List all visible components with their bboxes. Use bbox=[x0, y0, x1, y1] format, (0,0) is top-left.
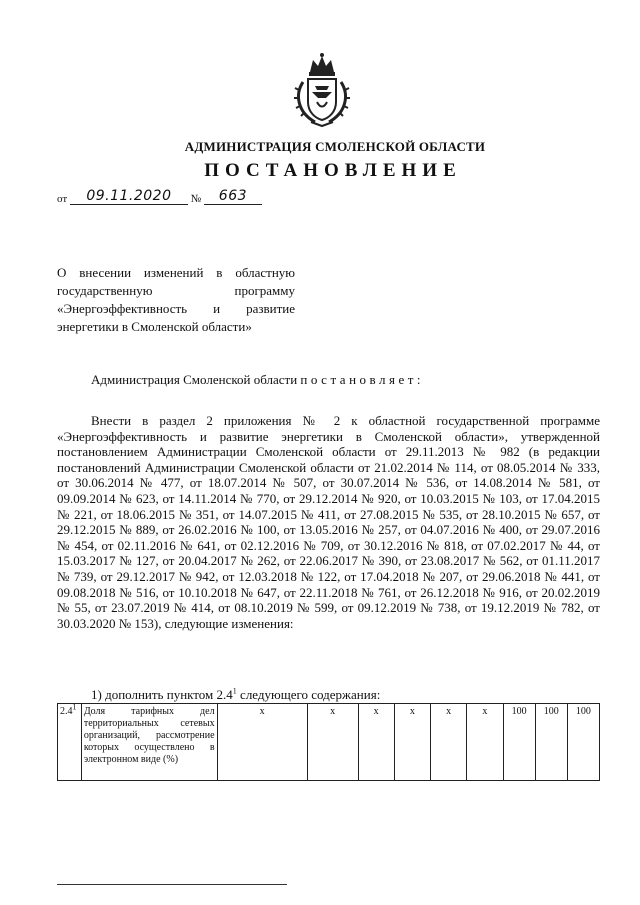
value-cell: 100 bbox=[567, 704, 599, 781]
value-cell: х bbox=[307, 704, 358, 781]
value-cell: х bbox=[358, 704, 394, 781]
table-row bbox=[58, 704, 600, 781]
decree-intro-text: Администрация Смоленской области bbox=[91, 372, 301, 387]
value-cell: 100 bbox=[503, 704, 535, 781]
decree-verb: постановляет: bbox=[300, 372, 425, 387]
row-number-superscript: 1 bbox=[72, 702, 77, 712]
footnote-separator bbox=[57, 884, 287, 885]
point-suffix: следующего содержания: bbox=[236, 687, 381, 702]
document-type-title: ПОСТАНОВЛЕНИЕ bbox=[204, 160, 462, 181]
number-prefix: № bbox=[190, 193, 202, 205]
document-subject: О внесении изменений в областную государственную программу «Энергоэффективность и развитие энергетики в Смоленской области» bbox=[57, 265, 295, 334]
date-prefix: от bbox=[57, 193, 68, 205]
row-number: 2.4 bbox=[60, 706, 73, 717]
row-description-cell: Доля тарифных дел территориальных сетевых организаций, рассмотрение которых осуществлено в электронном виде (%) bbox=[81, 704, 217, 781]
date-field bbox=[70, 189, 188, 205]
number-field bbox=[204, 189, 262, 205]
date-number-line bbox=[57, 189, 262, 205]
point-prefix: 1) дополнить пунктом 2.4 bbox=[91, 687, 233, 702]
body-paragraph: Внести в раздел 2 приложения № 2 к областной государственной программе «Энергоэффективность и развитие энергетики в Смоленской области», утвержденной постановлением Администрации Смоленской области от 29.11.2013 № 982 (в редакции постановлений Администрации Смоленской области от 21.02.2014 № 114, от 08.05.2014 № 333, от 30.06.2014 № 477, от 18.07.2014 № 507, от 30.07.2014 № 536, от 14.08.2014 № 581, от 09.09.2014 № 623, от 14.11.2014 № 770, от 29.12.2014 № 920, от 10.03.2015 № 103, от 17.04.2015 № 221, от 18.06.2015 № 351, от 14.07.2015 № 411, от 27.08.2015 № 535, от 28.10.2015 № 657, от 29.12.2015 № 889, от 26.02.2016 № 100, от 13.05.2016 № 257, от 04.07.2016 № 400, от 29.07.2016 № 454, от 02.11.2016 № 641, от 02.12.2016 № 709, от 30.12.2016 № 818, от 07.02.2017 № 44, от 15.03.2017 № 127, от 20.04.2017 № 262, от 22.06.2017 № 390, от 23.08.2017 № 562, от 01.11.2017 № 739, от 29.12.2017 № 942, от 12.03.2018 № 122, от 17.04.2018 № 207, от 29.06.2018 № 441, от 09.08.2018 № 516, от 10.10.2018 № 647, от 22.11.2018 № 761, от 26.12.2018 № 916, от 20.02.2019 № 55, от 23.07.2019 № 414, от 08.10.2019 № 599, от 09.12.2019 № 738, от 19.12.2019 № 782, от 30.03.2020 № 153), следующие изменения: bbox=[57, 413, 600, 631]
date-value: 09.11.2020 bbox=[86, 188, 172, 204]
value-cell: х bbox=[394, 704, 430, 781]
value-cell: х bbox=[467, 704, 503, 781]
amendment-table bbox=[57, 703, 600, 781]
amendment-point bbox=[91, 687, 380, 703]
coat-of-arms-emblem bbox=[293, 52, 351, 128]
value-cell: 100 bbox=[535, 704, 567, 781]
row-number-cell bbox=[58, 704, 82, 781]
value-cell: х bbox=[431, 704, 467, 781]
decree-intro bbox=[91, 372, 424, 388]
organization-name: АДМИНИСТРАЦИЯ СМОЛЕНСКОЙ ОБЛАСТИ bbox=[184, 139, 486, 154]
number-value: 663 bbox=[218, 188, 248, 204]
value-cell: х bbox=[217, 704, 307, 781]
point-superscript: 1 bbox=[232, 686, 237, 696]
